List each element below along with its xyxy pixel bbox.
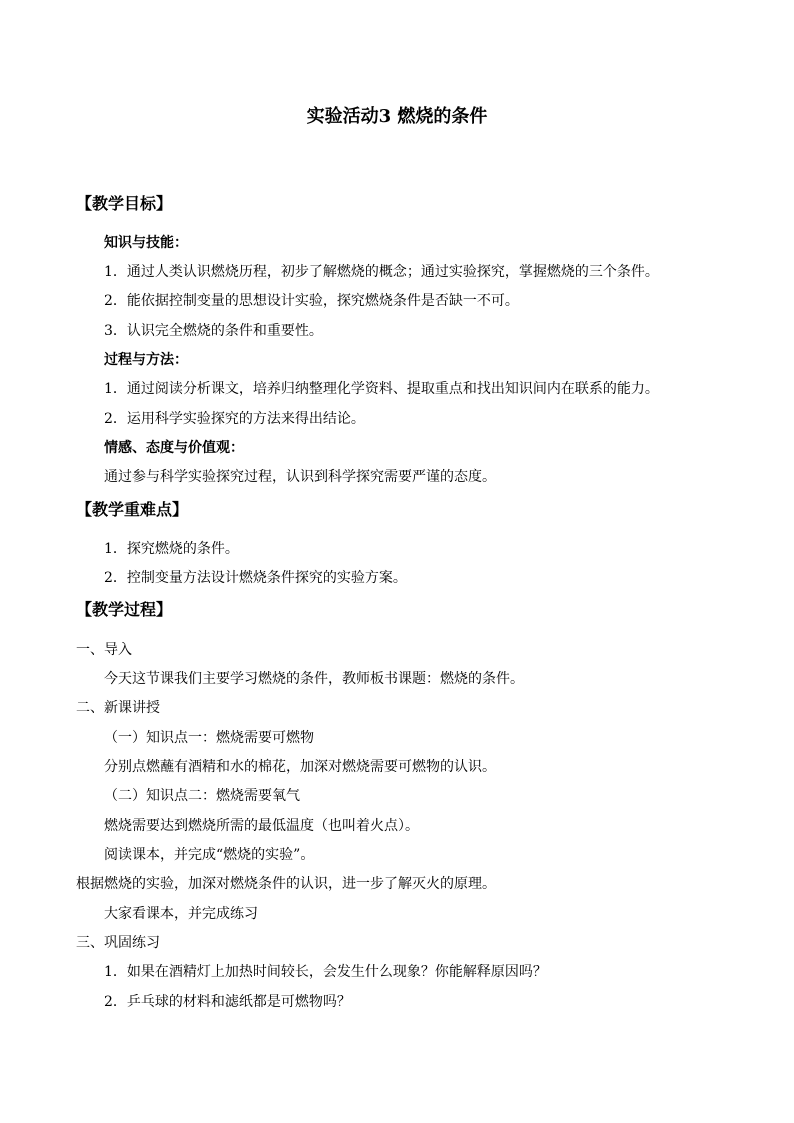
- page-title: 实验活动3 燃烧的条件: [306, 106, 488, 127]
- part-heading-new-lesson: 二、新课讲授: [76, 700, 160, 716]
- knowledge-point-2-text: 燃烧需要达到燃烧所需的最低温度（也叫着火点）。: [104, 818, 419, 834]
- intro-text: 今天这节课我们主要学习燃烧的条件，教师板书课题：燃烧的条件。: [104, 671, 524, 687]
- objective-knowledge-item: 3．认识完全燃烧的条件和重要性。: [104, 323, 323, 339]
- section-heading-objectives: 【教学目标】: [76, 194, 173, 213]
- subheading-knowledge: 知识与技能：: [104, 235, 188, 251]
- objective-emotion-text: 通过参与科学实验探究过程，认识到科学探究需要严谨的态度。: [104, 469, 496, 485]
- practice-text: 大家看课本，并完成练习: [104, 906, 258, 922]
- exercise-item: 2．乒乓球的材料和滤纸都是可燃物吗？: [104, 994, 351, 1010]
- objective-process-item: 2．运用科学实验探究的方法来得出结论。: [104, 411, 365, 427]
- knowledge-point-1-text: 分别点燃蘸有酒精和水的棉花，加深对燃烧需要可燃物的认识。: [104, 759, 496, 775]
- part-heading-intro: 一、导入: [76, 642, 132, 658]
- objective-knowledge-item: 1．通过人类认识燃烧历程，初步了解燃烧的概念；通过实验探究，掌握燃烧的三个条件。: [104, 264, 659, 280]
- part-heading-exercise: 三、巩固练习: [76, 935, 160, 951]
- subheading-emotion: 情感、态度与价值观：: [104, 440, 244, 456]
- principle-text: 根据燃烧的实验，加深对燃烧条件的认识，进一步了解灭火的原理。: [76, 876, 496, 892]
- knowledge-point-2-heading: （二）知识点二：燃烧需要氧气: [104, 788, 300, 804]
- section-heading-key-points: 【教学重难点】: [76, 500, 189, 519]
- subheading-process: 过程与方法：: [104, 352, 188, 368]
- objective-process-item: 1．通过阅读分析课文，培养归纳整理化学资料、提取重点和找出知识间内在联系的能力。: [104, 381, 659, 397]
- objective-knowledge-item: 2．能依据控制变量的思想设计实验，探究燃烧条件是否缺一不可。: [104, 293, 519, 309]
- section-heading-process: 【教学过程】: [76, 600, 173, 619]
- knowledge-point-1-heading: （一）知识点一：燃烧需要可燃物: [104, 730, 314, 746]
- exercise-item: 1．如果在酒精灯上加热时间较长，会发生什么现象？你能解释原因吗？: [104, 964, 547, 980]
- read-textbook-text: 阅读课本，并完成“燃烧的实验”。: [104, 847, 315, 863]
- key-point-item: 1．探究燃烧的条件。: [104, 541, 239, 557]
- key-point-item: 2．控制变量方法设计燃烧条件探究的实验方案。: [104, 570, 407, 586]
